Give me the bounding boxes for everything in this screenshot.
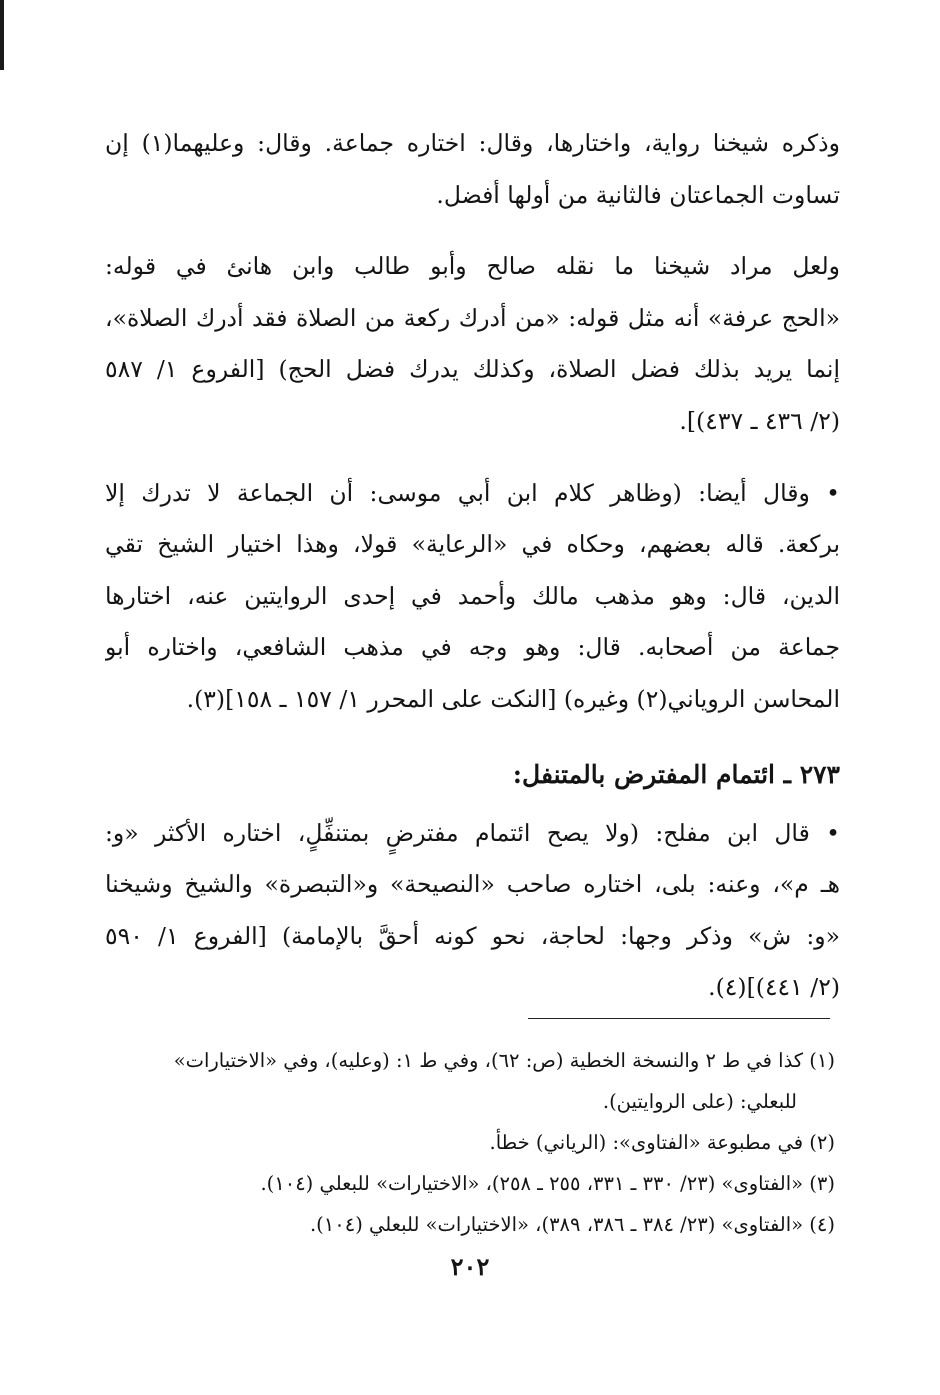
text-line: تساوت الجماعتان فالثانية من أولها أفضل. bbox=[436, 180, 840, 209]
text-line: هـ م»، وعنه: بلى، اختاره صاحب «النصيحة» و«التبصرة» والشيخ وشيخنا bbox=[105, 870, 840, 899]
page-number: ٢٠٢ bbox=[450, 1252, 490, 1281]
footnote-line: (٢) في مطبوعة «الفتاوى»: (الرياني) خطأ. bbox=[489, 1131, 835, 1154]
footnote-line: (٣) «الفتاوى» (٢٣/ ٣٣٠ ـ ٣٣١، ٢٥٥ ـ ٢٥٨)، «الاختيارات» للبعلي (١٠٤). bbox=[260, 1172, 835, 1195]
text-line: «الحج عرفة» أنه مثل قوله: «من أدرك ركعة من الصلاة فقد أدرك الصلاة»، bbox=[105, 303, 840, 332]
paragraph-2 bbox=[105, 241, 840, 447]
text-line: (٢/ ٤٤١)](٤). bbox=[708, 973, 840, 1002]
footnote-line: للبعلي: (على الروايتين). bbox=[602, 1090, 797, 1113]
page-edge-mark bbox=[0, 0, 4, 70]
paragraph-1 bbox=[105, 118, 840, 221]
text-line: جماعة من أصحابه. قال: وهو وجه في مذهب الشافعي، واختاره أبو bbox=[105, 633, 840, 662]
text-line: وذكره شيخنا رواية، واختارها، وقال: اختاره جماعة. وقال: وعليهما(١) إن bbox=[105, 129, 840, 157]
footnote-3 bbox=[105, 1163, 835, 1204]
main-text bbox=[105, 118, 840, 1034]
footnotes bbox=[105, 1040, 835, 1245]
text-line: (٢/ ٤٣٦ ـ ٤٣٧)]. bbox=[679, 406, 840, 435]
text-line: ولعل مراد شيخنا ما نقله صالح وأبو طالب وابن هانئ في قوله: bbox=[105, 252, 840, 281]
text-line: بركعة. قاله بعضهم، وحكاه في «الرعاية» قولا، وهذا اختيار الشيخ تقي bbox=[105, 530, 840, 559]
text-line: إنما يريد بذلك فضل الصلاة، وكذلك يدرك فضل الحج) [الفروع ١/ ٥٨٧ bbox=[105, 355, 840, 384]
text-line: المحاسن الروياني(٢) وغيره) [النكت على المحرر ١/ ١٥٧ ـ ١٥٨](٣). bbox=[186, 684, 840, 713]
footnote-separator bbox=[528, 1018, 830, 1019]
text-line: الدين، قال: وهو مذهب مالك وأحمد في إحدى الروايتين عنه، اختارها bbox=[105, 581, 840, 610]
footnote-line: (١) كذا في ط ٢ والنسخة الخطية (ص: ٦٢)، وفي ط ١: (وعليه)، وفي «الاختيارات» bbox=[173, 1049, 835, 1072]
footnote-2 bbox=[105, 1122, 835, 1163]
paragraph-3 bbox=[105, 468, 840, 726]
footnote-line: (٤) «الفتاوى» (٢٣/ ٣٨٤ ـ ٣٨٦، ٣٨٩)، «الاختيارات» للبعلي (١٠٤). bbox=[309, 1213, 835, 1236]
section-heading: ٢٧٣ ـ ائتمام المفترض بالمتنفل: bbox=[512, 759, 840, 789]
footnote-1 bbox=[105, 1040, 835, 1122]
text-line: • وقال أيضا: (وظاهر كلام ابن أبي موسى: أن الجماعة لا تدرك إلا bbox=[105, 478, 840, 507]
paragraph-4 bbox=[105, 808, 840, 1014]
footnote-4 bbox=[105, 1204, 835, 1245]
text-line: «و: ش» وذكر وجها: لحاجة، نحو كونه أحقَّ بالإمامة) [الفروع ١/ ٥٩٠ bbox=[105, 921, 840, 950]
text-line: • قال ابن مفلح: (ولا يصح ائتمام مفترضٍ بمتنفِّلٍ، اختاره الأكثر «و: bbox=[105, 818, 840, 847]
